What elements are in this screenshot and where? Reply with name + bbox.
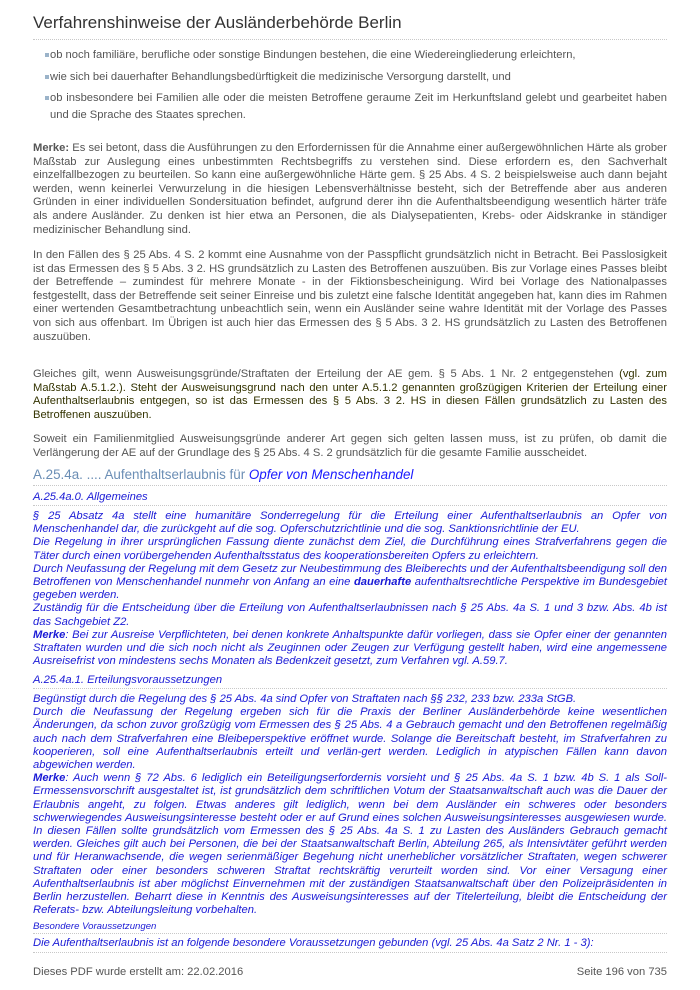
document-page: [33, 0, 667, 949]
familie-paragraph: Soweit ein Familienmitglied Ausweisungsgründe anderer Art gegen sich gelten lassen muss, ist zu prüfen, ob damit die Verlängerung der AE auf der Grundlage des § 25 Abs. 4 S. 2 grundsätzlich für die gesamte Familie ausscheidet.: [33, 433, 667, 459]
bullet-square-icon: [45, 96, 49, 100]
subsection-besondere-voraussetzungen: Besondere Voraussetzungen Die Aufenthaltserlaubnis ist an folgende besondere Voraussetzungen gebunden (vgl. 25 Abs. 4a Satz 2 Nr. 1 - 3):: [33, 921, 667, 953]
page-title: Verfahrenshinweise der Ausländerbehörde Berlin: [33, 13, 667, 40]
subsection-erteilungsvoraussetzungen: A.25.4a.1. Erteilungsvoraussetzungen Begünstigt durch die Regelung des § 25 Abs. 4a sind Opfer von Straftaten nach §§ 232, 233 bzw. 233a StGB. Durch die Neufassung der Regelung ergeben sich für die Praxis der Berliner Ausländerbehörde keine wesentlichen Änderungen, da schon zuvor großzügig vom Ermessen des § 25 Abs. 4 a Gebrauch gemacht und den Betroffenen regelmäßig auch nach dem Strafverfahren eine Bleibeperspektive eröffnet wurde. Solange die Bereitschaft besteht, im Strafverfahren zu kooperieren, soll eine Aufenthaltserlaubnis erteilt und verlän-gert werden. Lediglich in atypischen Fällen kann davon abgewichen werden. Merke: Auch wenn § 72 Abs. 6 lediglich ein Beteiligungserfordernis vorsieht und § 25 Abs. 4a S. 1 bzw. 4b S. 1 als Soll-Ermessensvorschrift ausgestaltet ist, ist grundsätzlich dem schriftlichen Votum der Staatsanwaltschaft auch was die Dauer der Erlaubnis angeht, zu folgen. Etwas anderes gilt lediglich, wenn bei dem Ausländer ein schweres oder besonders schwerwiegendes Ausweisungsinteresse besteht oder er auf Grund eines solchen Ausweisungsinteresses ausgewiesen wurde. In diesen Fällen sollte grundsätzlich vom Ermessen des § 25 Abs. 4a S. 1 zu Lasten des Ausländers Gebrauch gemacht werden. Gleiches gilt auch bei Personen, die bei der Staatsanwaltschaft Berlin, Abteilung 265, als Intensivtäter geführt werden und für Heranwachsende, die wegen serienmäßiger Begehung nicht unerheblicher vorsätzlicher Straftaten, wegen schwerer Straftaten oder einer besonders schweren Straftat rechtskräftig verurteilt worden sind. Vor einer Versagung einer Aufenthaltserlaubnis ist aber möglichst Einvernehmen mit der zuständigen Staatsanwaltschaft über den Polizeipräsidenten in Berlin herzustellen. Beharrt diese in Kenntnis des Ausweisungsinteresses auf der Titelerteilung, bleibt die Entscheidung der Referats- bzw. Abteilungsleitung vorbehalten.: [33, 674, 667, 917]
bullet-square-icon: [45, 75, 49, 79]
created-date: Dieses PDF wurde erstellt am: 22.02.2016: [33, 966, 244, 978]
bullet-square-icon: [45, 53, 49, 57]
section-heading: A.25.4a. .... Aufenthaltserlaubnis für Opfer von Menschenhandel: [33, 467, 667, 486]
list-item: wie sich bei dauerhafter Behandlungsbedürftigkeit die medizinische Versorgung darstellt, und: [33, 69, 667, 86]
subsection-allgemeines: A.25.4a.0. Allgemeines § 25 Absatz 4a stellt eine humanitäre Sonderregelung für die Erteilung einer Aufenthaltserlaubnis an Opfer von Menschenhandel dar, die zurückgeht auf die sog. Opferschutzrichtlinie und die sog. Sanktionsrichtlinie der EU. Die Regelung in ihrer ursprünglichen Fassung diente zunächst dem Ziel, die Durchführung eines Strafverfahrens gegen die Täter durch einen vorübergehenden Aufenthaltsstatus des kooperationsbereiten Opfers zu erleichtern. Durch Neufassung der Regelung mit dem Gesetz zur Neubestimmung des Bleiberechts und der Aufenthaltsbeendigung soll den Betroffenen von Menschenhandel nunmehr von Anfang an eine dauerhafte aufenthaltsrechtliche Perspektive im Bundesgebiet gegeben werden. Zuständig für die Entscheidung über die Erteilung von Aufenthaltserlaubnissen nach § 25 Abs. 4a S. 1 und 3 bzw. Abs. 4b ist das Sachgebiet Z2. Merke: Bei zur Ausreise Verpflichteten, bei denen konkrete Anhaltspunkte dafür vorliegen, dass sie Opfer einer der genannten Straftaten wurden und die sich noch nicht als Zeuginnen oder Zeugen zur Verfügung gestellt haben, wird eine angemessene Ausreisefrist von mindestens sechs Monaten als Bedenkzeit gesetzt, zum Verfahren vgl. A.59.7.: [33, 491, 667, 668]
criteria-list: [33, 47, 667, 123]
passpflicht-paragraph: In den Fällen des § 25 Abs. 4 S. 2 kommt eine Ausnahme von der Passpflicht grundsätzlich nicht in Betracht. Bei Passlosigkeit ist das Ermessen des § 5 Abs. 3 2. HS grundsätzlich zu Lasten des Betroffenen auszuüben. Bis zur Vorlage eines Passes bleibt der Betreffende – zumindest für mehrere Monate - in der Fiktionsbescheinigung. Wird bei Vorlage des Nationalpasses festgestellt, dass der Betreffende seit seiner Einreise und bis zuletzt eine falsche Identität angegeben hat, kann dies im Rahmen einer wertenden Gesamtbetrachtung unbeachtlich sein, wenn ein Ausländer seine wahre Identität mit der Vorlage des Passes von sich aus offenbart. Im Übrigen ist auch hier das Ermessen des § 5 Abs. 3 2. HS grundsätzlich zu Lasten des Betroffenen auszuüben.: [33, 249, 667, 343]
page-footer: [33, 966, 667, 978]
page-number: Seite 196 von 735: [576, 966, 667, 978]
merke-paragraph: Merke: Es sei betont, dass die Ausführungen zu den Erfordernissen für die Annahme einer außergewöhnlichen Härte als grober Maßstab zur Auslegung eines unbestimmten Rechtsbegriffs zu verstehen sind. Diese erfordern es, den Sachverhalt einzelfallbezogen zu beurteilen. So kann eine außergewöhnliche Härte gem. § 25 Abs. 4 S. 2 beispielsweise auch dann bejaht werden, wenn keinerlei Verwurzelung in die hiesigen Lebensverhältnisse besteht, sich der Betreffende aber aus anderen Gründen in einer individuellen Sondersituation befindet, aufgrund derer ihn die Aufenthaltsbeendigung wesentlich härter träfe als andere Ausländer. Zu denken ist hier etwa an Personen, die als Dialysepatienten, Krebs- oder Aidskranke in ständiger medizinischer Behandlung sind.: [33, 142, 667, 236]
list-item: ob noch familiäre, berufliche oder sonstige Bindungen bestehen, die eine Wiedereingliederung erleichtern,: [33, 47, 667, 64]
gleiches-paragraph: Gleiches gilt, wenn Ausweisungsgründe/Straftaten der Erteilung der AE gem. § 5 Abs. 1 Nr. 2 entgegenstehen (vgl. zum Maßstab A.5.1.2.). Steht der Ausweisungsgrund nach den unter A.5.1.2 genannten großzügigen Kriterien der Erteilung einer Aufenthaltserlaubnis entgegen, so ist das Ermessen des § 5 Abs. 3 2. HS in diesen Fällen grundsätzlich zu Lasten des Betroffenen auszuüben.: [33, 368, 667, 421]
list-item: ob insbesondere bei Familien alle oder die meisten Betroffene geraume Zeit im Herkunftsland gelebt und gearbeitet haben und die Sprache des Staates sprechen.: [33, 90, 667, 123]
